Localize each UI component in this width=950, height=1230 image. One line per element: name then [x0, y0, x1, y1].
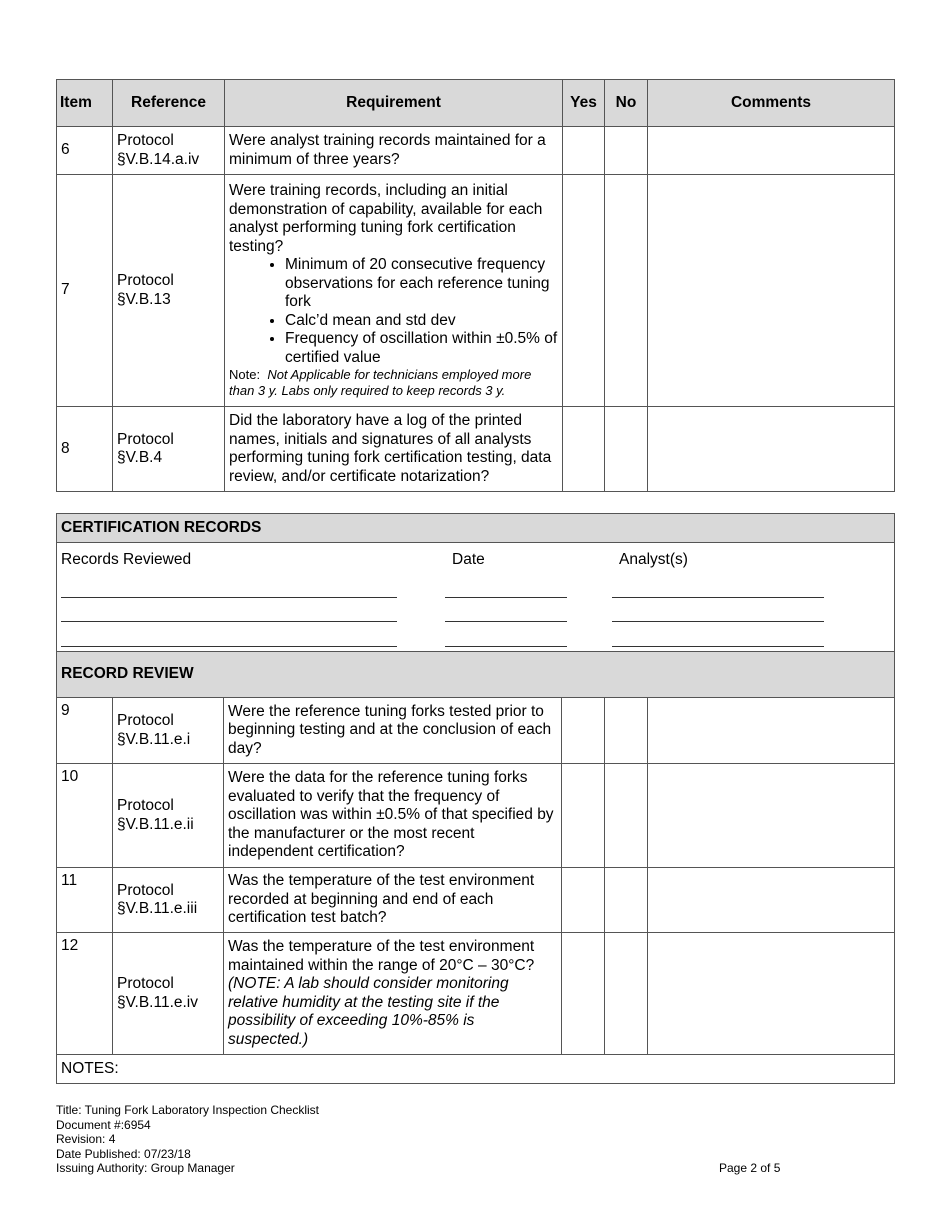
record-review-table [56, 513, 895, 1084]
no-cell[interactable] [605, 933, 648, 1055]
requirement-bullets [229, 256, 558, 367]
comments-cell[interactable] [648, 698, 895, 764]
item-number: 11 [57, 868, 113, 933]
reference-label: Protocol [117, 797, 174, 814]
item-number: 7 [57, 175, 113, 407]
header-item: Item [57, 80, 113, 127]
records-reviewed-label: Records Reviewed [61, 551, 192, 568]
records-reviewed-line[interactable] [61, 646, 397, 647]
header-requirement: Requirement [225, 80, 563, 127]
reference-label: Protocol [117, 881, 174, 899]
footer-document-number: Document #:6954 [56, 1117, 151, 1132]
table-row [57, 698, 895, 764]
no-cell[interactable] [605, 698, 648, 764]
records-reviewed-line[interactable] [61, 621, 397, 622]
yes-cell[interactable] [563, 127, 605, 175]
reference-section: §V.B.4 [117, 449, 163, 466]
analyst-line[interactable] [612, 597, 824, 598]
reference-cell [113, 868, 224, 933]
header-reference: Reference [113, 80, 225, 127]
table-header-row [57, 80, 895, 127]
requirement-note [229, 367, 558, 399]
footer-title: Title: Tuning Fork Laboratory Inspection Checklist [56, 1103, 320, 1117]
reference-label: Protocol [117, 975, 174, 992]
records-reviewed-line[interactable] [61, 597, 397, 598]
footer-date-published: Date Published: 07/23/18 [56, 1146, 191, 1161]
reference-section: §V.B.11.e.iv [117, 993, 199, 1011]
reference-label: Protocol [117, 430, 174, 448]
footer-issuing-authority: Issuing Authority: Group Manager [56, 1161, 235, 1175]
certification-records-header [57, 514, 895, 543]
section-title: CERTIFICATION RECORDS [57, 514, 895, 543]
reference-section: §V.B.11.e.ii [117, 815, 194, 833]
reference-cell [113, 933, 224, 1055]
no-cell[interactable] [605, 764, 648, 868]
analyst-line[interactable] [612, 621, 824, 622]
document-footer [56, 1103, 319, 1176]
date-line[interactable] [445, 621, 567, 622]
comments-cell[interactable] [648, 868, 895, 933]
yes-cell[interactable] [562, 764, 605, 868]
table-row [57, 175, 895, 407]
table-row [57, 868, 895, 933]
bullet-item: • Calc’d mean and std dev [285, 312, 558, 331]
yes-cell[interactable] [562, 933, 605, 1055]
comments-cell[interactable] [648, 407, 895, 492]
reference-section: §V.B.11.e.i [117, 730, 191, 748]
yes-cell[interactable] [562, 868, 605, 933]
item-number: 8 [57, 407, 113, 492]
reference-section: §V.B.11.e.iii [117, 900, 198, 917]
no-cell[interactable] [605, 175, 648, 407]
no-cell[interactable] [605, 407, 648, 492]
date-line[interactable] [445, 646, 567, 647]
record-review-header [57, 652, 895, 698]
header-no: No [605, 80, 648, 127]
table-row [57, 407, 895, 492]
reference-section: §V.B.13 [117, 290, 171, 308]
requirement-cell: Did the laboratory have a log of the printed names, initials and signatures of all analysts performing tuning fork certification testing, data review, and/or certificate notarization? [225, 407, 563, 492]
note-text: Not Applicable for technicians employed more than 3 y. Labs only required to keep records 3 y. [229, 367, 532, 398]
certification-records-row [57, 543, 895, 652]
yes-cell[interactable] [562, 698, 605, 764]
item-number: 12 [57, 933, 113, 1055]
table-row [57, 127, 895, 175]
requirement-text: Was the temperature of the test environment maintained within the range of 20°C – 30°C? [228, 938, 535, 974]
footer-revision: Revision: 4 [56, 1132, 116, 1146]
date-line[interactable] [445, 597, 567, 598]
header-comments: Comments [648, 80, 895, 127]
page-number: Page 2 of 5 [719, 1161, 781, 1175]
requirement-cell: Was the temperature of the test environment recorded at beginning and end of each certification test batch? [224, 868, 562, 933]
date-label: Date [452, 551, 485, 568]
reference-label: Protocol [117, 272, 174, 289]
reference-cell [113, 698, 224, 764]
table-row [57, 933, 895, 1055]
reference-cell [113, 764, 224, 868]
reference-cell [113, 175, 225, 407]
requirement-cell: Were analyst training records maintained for a minimum of three years? [225, 127, 563, 175]
comments-cell[interactable] [648, 764, 895, 868]
table-row [57, 764, 895, 868]
bullet-item: • Minimum of 20 consecutive frequency observations for each reference tuning fork [285, 256, 558, 312]
reference-cell [113, 407, 225, 492]
item-number: 9 [57, 698, 113, 764]
note-label: Note: [229, 367, 261, 382]
notes-field[interactable]: NOTES: [57, 1055, 895, 1084]
item-number: 6 [57, 127, 113, 175]
header-yes: Yes [563, 80, 605, 127]
reference-cell [113, 127, 225, 175]
checklist-table [56, 79, 895, 492]
section-title: RECORD REVIEW [57, 652, 895, 698]
comments-cell[interactable] [648, 127, 895, 175]
reference-label: Protocol [117, 712, 174, 729]
item-number: 10 [57, 764, 113, 868]
requirement-cell: Were the reference tuning forks tested prior to beginning testing and at the conclusion of each day? [224, 698, 562, 764]
requirement-note: (NOTE: A lab should consider monitoring relative humidity at the testing site if the possibility of exceeding 10%-85% is suspected.) [228, 975, 509, 1048]
comments-cell[interactable] [648, 933, 895, 1055]
requirement-cell: Were the data for the reference tuning forks evaluated to verify that the frequency of oscillation was within ±0.5% of that specified by the manufacturer or the most recent independent certification? [224, 764, 562, 868]
analyst-label: Analyst(s) [619, 551, 688, 568]
requirement-cell [225, 175, 563, 407]
notes-row [57, 1055, 895, 1084]
reference-label: Protocol [117, 132, 174, 149]
requirement-cell [224, 933, 562, 1055]
requirement-text: Were training records, including an initial demonstration of capability, available for each analyst performing tuning fork certification testing? [229, 182, 543, 255]
reference-section: §V.B.14.a.iv [117, 150, 200, 168]
certification-records-area [57, 543, 895, 652]
analyst-line[interactable] [612, 646, 824, 647]
bullet-item: • Frequency of oscillation within ±0.5% of certified value [285, 330, 558, 367]
yes-cell[interactable] [563, 407, 605, 492]
yes-cell[interactable] [563, 175, 605, 407]
comments-cell[interactable] [648, 175, 895, 407]
no-cell[interactable] [605, 127, 648, 175]
no-cell[interactable] [605, 868, 648, 933]
